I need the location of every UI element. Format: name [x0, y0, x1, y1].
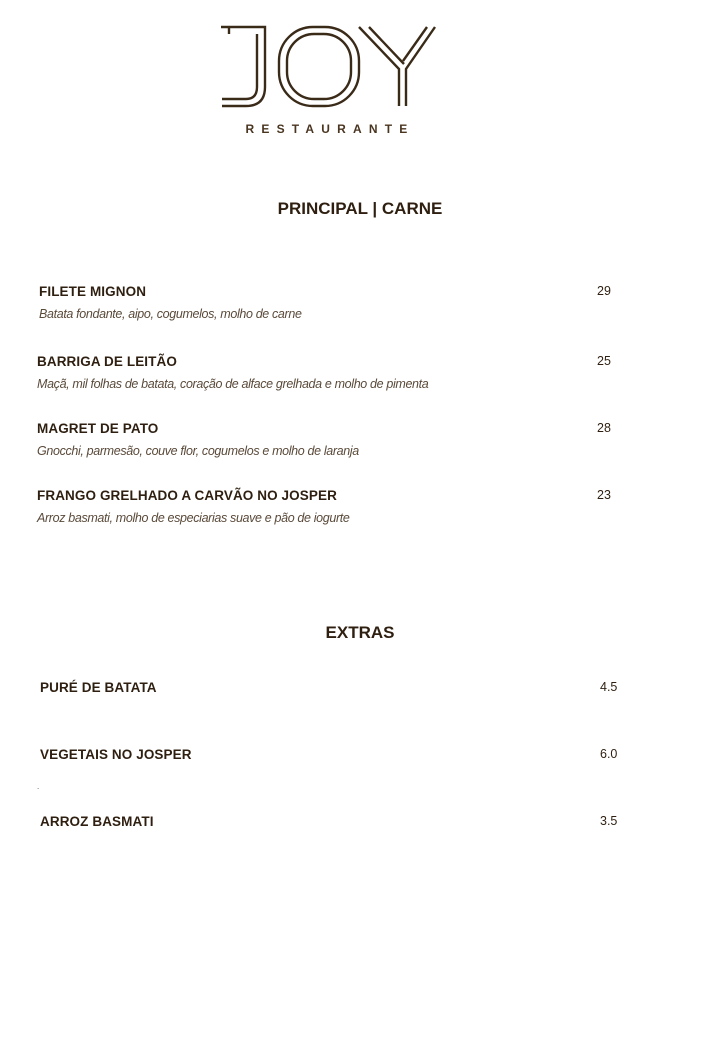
extra-item — [40, 814, 680, 829]
extra-item-price: 6.0 — [600, 747, 618, 761]
menu-item-description: Gnocchi, parmesão, couve flor, cogumelos e molho de laranja — [37, 444, 359, 458]
menu-item-price: 25 — [597, 354, 611, 368]
menu-item-description: Maçã, mil folhas de batata, coração de alface grelhada e molho de pimenta — [37, 377, 429, 391]
section-title-main: PRINCIPAL | CARNE — [277, 199, 443, 218]
extra-item — [40, 747, 680, 762]
menu-item-price: 23 — [597, 488, 611, 502]
stray-mark: . — [37, 782, 40, 791]
extra-item — [40, 680, 680, 695]
section-title-extras: EXTRAS — [325, 623, 395, 642]
menu-item-description: Batata fondante, aipo, cogumelos, molho de carne — [39, 307, 302, 321]
joy-wordmark — [219, 24, 437, 114]
menu-item-name: BARRIGA DE LEITÃO — [37, 354, 177, 369]
menu-item-description: Arroz basmati, molho de especiarias suave e pão de iogurte — [37, 511, 350, 525]
menu-item — [39, 284, 679, 321]
menu-item-price: 28 — [597, 421, 611, 435]
menu-item — [37, 421, 677, 458]
extra-item-name: ARROZ BASMATI — [40, 814, 154, 829]
logo-subtitle: RESTAURANTE — [245, 122, 415, 136]
extra-item-name: VEGETAIS NO JOSPER — [40, 747, 192, 762]
extra-item-price: 4.5 — [600, 680, 618, 694]
menu-item-name: FRANGO GRELHADO A CARVÃO NO JOSPER — [37, 488, 337, 503]
menu-item — [37, 354, 677, 391]
extra-item-name: PURÉ DE BATATA — [40, 680, 157, 695]
menu-item-price: 29 — [597, 284, 611, 298]
menu-item-name: FILETE MIGNON — [39, 284, 147, 299]
extra-item-price: 3.5 — [600, 814, 618, 828]
menu-item-name: MAGRET DE PATO — [37, 421, 159, 436]
menu-item — [37, 488, 677, 525]
